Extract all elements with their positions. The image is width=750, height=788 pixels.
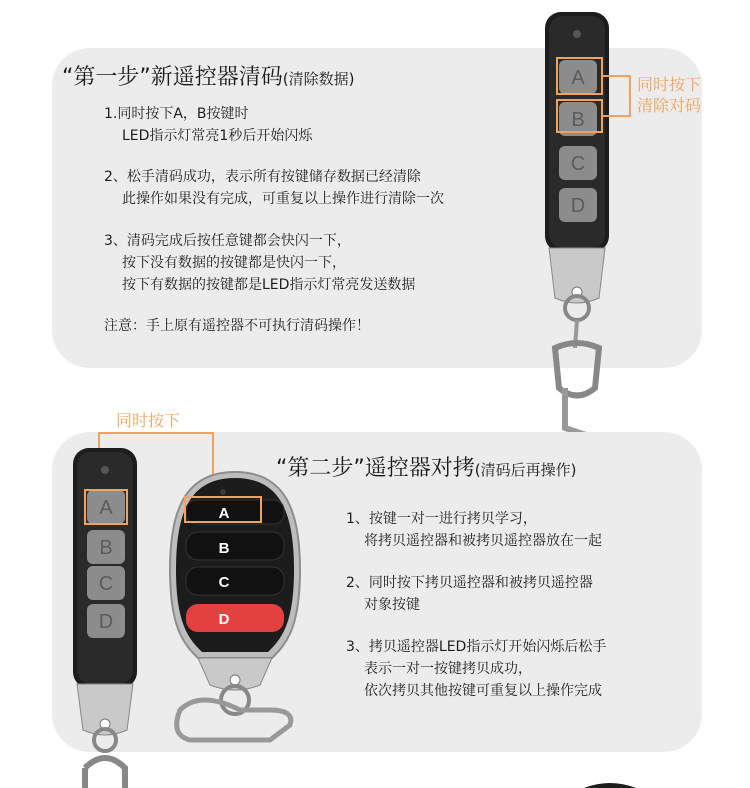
step2-title-line <box>276 451 577 482</box>
step2-item-3 <box>346 636 606 702</box>
callout-step2: 同时按下 <box>116 411 181 430</box>
step1-item-3-line-1: 3、清码完成后按任意键都会快闪一下， <box>104 233 351 249</box>
remote-oval-label-d: D <box>218 611 230 628</box>
step2-subtitle: (清码后再操作) <box>474 461 577 479</box>
step1-item-3 <box>104 230 415 296</box>
remote-top-label-d: D <box>570 195 586 217</box>
remote-top-label-b: B <box>571 109 585 131</box>
remote-top-label-c: C <box>570 153 586 175</box>
remote-oval-label-b: B <box>218 540 230 557</box>
callout-step1-line-1: 同时按下 <box>637 75 702 94</box>
step2-item-3-line-2: 表示一对一按键拷贝成功， <box>364 661 532 677</box>
callout-line-vertical <box>629 75 631 117</box>
step1-item-1-line-2: LED指示灯常亮1秒后开始闪烁 <box>122 128 313 144</box>
remote-left-label-a: A <box>99 497 113 519</box>
step1-item-2 <box>104 166 444 210</box>
step2-item-2-line-1: 2、同时按下拷贝遥控器和被拷贝遥控器 <box>346 575 593 591</box>
remote-oval-label-c: C <box>218 574 230 591</box>
remote-oval-label-a: A <box>218 505 230 522</box>
step2-item-1-line-1: 1、按键一对一进行拷贝学习， <box>346 511 537 527</box>
step1-item-2-line-2: 此操作如果没有完成，可重复以上操作进行清除一次 <box>122 191 444 207</box>
step2-title: “第二步”遥控器对拷 <box>276 456 475 481</box>
remote-left-label-b: B <box>99 537 113 559</box>
remote-partial-bottom <box>580 778 640 788</box>
remote-left-label-c: C <box>98 573 114 595</box>
step1-title: “第一步”新遥控器清码 <box>62 65 283 90</box>
step1-note: 注意：手上原有遥控器不可执行清码操作！ <box>104 318 370 334</box>
step2-item-3-line-1: 3、拷贝遥控器LED指示灯开始闪烁后松手 <box>346 639 607 655</box>
highlight-box-a-oval <box>184 496 262 523</box>
step1-item-2-line-1: 2、松手清码成功，表示所有按键储存数据已经清除 <box>104 169 421 185</box>
step1-item-1-line-1: 1.同时按下A，B按键时 <box>104 106 249 122</box>
step1-item-3-line-2: 按下没有数据的按键都是快闪一下， <box>122 255 346 271</box>
step1-subtitle: (清除数据) <box>282 70 355 88</box>
remote-left-label-d: D <box>98 611 114 633</box>
step2-item-2 <box>346 572 593 616</box>
callout-step1 <box>637 74 701 116</box>
step2-item-3-line-3: 依次拷贝其他按键可重复以上操作完成 <box>364 683 602 699</box>
highlight-box-a-left <box>84 489 128 525</box>
step1-title-line <box>62 60 355 91</box>
step2-item-2-line-2: 对象按键 <box>364 597 420 613</box>
highlight-box-b-top <box>556 99 603 133</box>
callout2-line-top <box>98 432 212 434</box>
callout-line-a <box>603 75 631 77</box>
callout-step1-line-2: 清除对码 <box>637 96 702 115</box>
step2-item-1-line-2: 将拷贝遥控器和被拷贝遥控器放在一起 <box>364 533 602 549</box>
step1-item-3-line-3: 按下有数据的按键都是LED指示灯常亮发送数据 <box>122 277 416 293</box>
remote-top-label-a: A <box>571 67 585 89</box>
callout-line-b <box>603 115 631 117</box>
highlight-box-a-top <box>556 57 603 95</box>
step1-item-1 <box>104 103 312 147</box>
step2-item-1 <box>346 508 602 552</box>
